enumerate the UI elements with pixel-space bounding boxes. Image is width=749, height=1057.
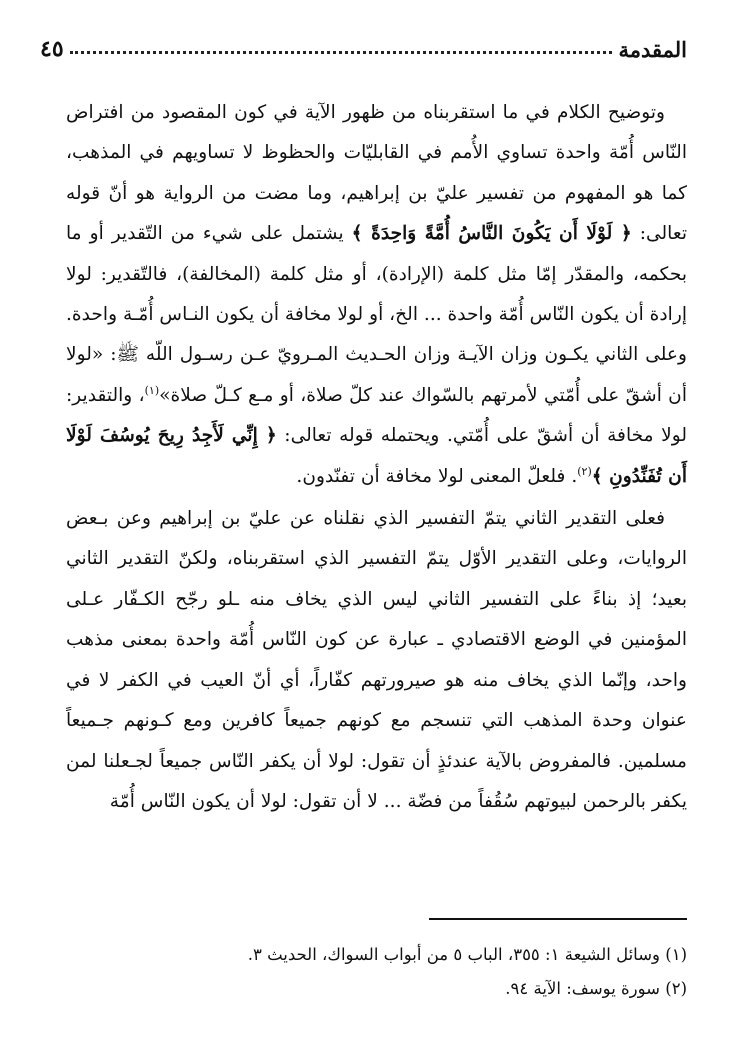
paragraph-1-text-b: يشتمل على شيء من التّقدير أو ما بحكمه، والمقدّر إمّا مثل كلمة (الإرادة)، أو مثل كلمة (المخالفة)، فالتّقدير: لولا إرادة أن يكون النّاس أُمّة واحدة ... الخ، أو لولا مخافة أن يكون النـاس أُمّـة واحدة. وعلى الثاني يكـون وزان الآيـة وزان الحـديث المـرويّ عـن رسـول اللّه ﷺ: «لولا أن أشقّ على أُمّتي لأمرتهم بالسّواك عند كلّ صلاة، أو مـع كـلّ صلاة» xyxy=(66,223,687,406)
footnote-2: (٢) سورة يوسف: الآية ٩٤. xyxy=(505,979,687,998)
paragraph-2: فعلى التقدير الثاني يتمّ التفسير الذي نقلناه عن عليّ بن إبراهيم وعن بـعض الروايات، وعلى التقدير الأوّل يتمّ التفسير الذي استقربناه، ولكنّ التقدير الثاني بعيد؛ إذ بناءً على التفسير الثاني ليس الذي يخاف منه ـلو رجّح الكـفّار عـلى المؤمنين في الوضع الاقتصادي ـ عبارة عن كون النّاس أُمّة واحدة بمعنى مذهب واحد، وإنّما الذي يخاف منه هو صيرورتهم كفّاراً، أي أنّ العيب في الكفر لا في عنوان وحدة المذهب التي تنسجم مع كونهم جميعاً كافرين ومع كـونهم جـميعاً مسلمين. فالمفروض بالآية عندئذٍ أن تقول: لولا أن يكفر النّاس جميعاً لجـعلنا لمن يكفر بالرحمن لبيوتهم سُقُفاً من فضّة ... لا أن تقول: لولا أن يكون النّاس أُمّة xyxy=(66,508,687,812)
paragraph-1-text-d: . فلعلّ المعنى لولا مخافة أن تفنّدون. xyxy=(296,465,578,487)
paragraph-1-text-c: ، والتقدير: لولا مخافة أن أشقّ على أُمّتي. ويحتمله قوله تعالى: xyxy=(66,384,687,447)
main-text xyxy=(66,93,687,822)
footnote-ref-1: (١) xyxy=(144,383,160,397)
chapter-title: المقدمة xyxy=(618,37,687,62)
quran-verse-1: ﴿ لَوْلَا أَن يَكُونَ النَّاسُ أُمَّةً وَاحِدَةً ﴾ xyxy=(351,223,632,245)
header-dot-leader xyxy=(70,51,613,54)
footnote-separator xyxy=(429,918,687,920)
page-number: ٤٥ xyxy=(40,36,64,62)
footnotes xyxy=(66,938,687,1006)
footnote-ref-2: (٢) xyxy=(577,464,592,478)
running-header xyxy=(40,28,687,62)
quran-verse-2: ﴿ إِنِّي لَأَجِدُ رِيحَ يُوسُفَ لَوْلَا أَن تُفَنِّدُونِ ﴾ xyxy=(66,425,687,487)
footnote-1: (١) وسائل الشيعة ١: ٣٥٥، الباب ٥ من أبواب السواك، الحديث ٣. xyxy=(247,945,687,964)
paragraph-1-text-a: وتوضيح الكلام في ما استقربناه من ظهور الآية في كون المقصود من افتراض النّاس أُمّة واحدة تساوي الأُمم في القابليّات والحظوظ لا تساويهم في المذهب، كما هو المفهوم من تفسير عليّ بن إبراهيم، وما مضت من الرواية هو أنّ قوله تعالى: xyxy=(66,102,687,245)
paragraph-1 xyxy=(66,93,687,497)
